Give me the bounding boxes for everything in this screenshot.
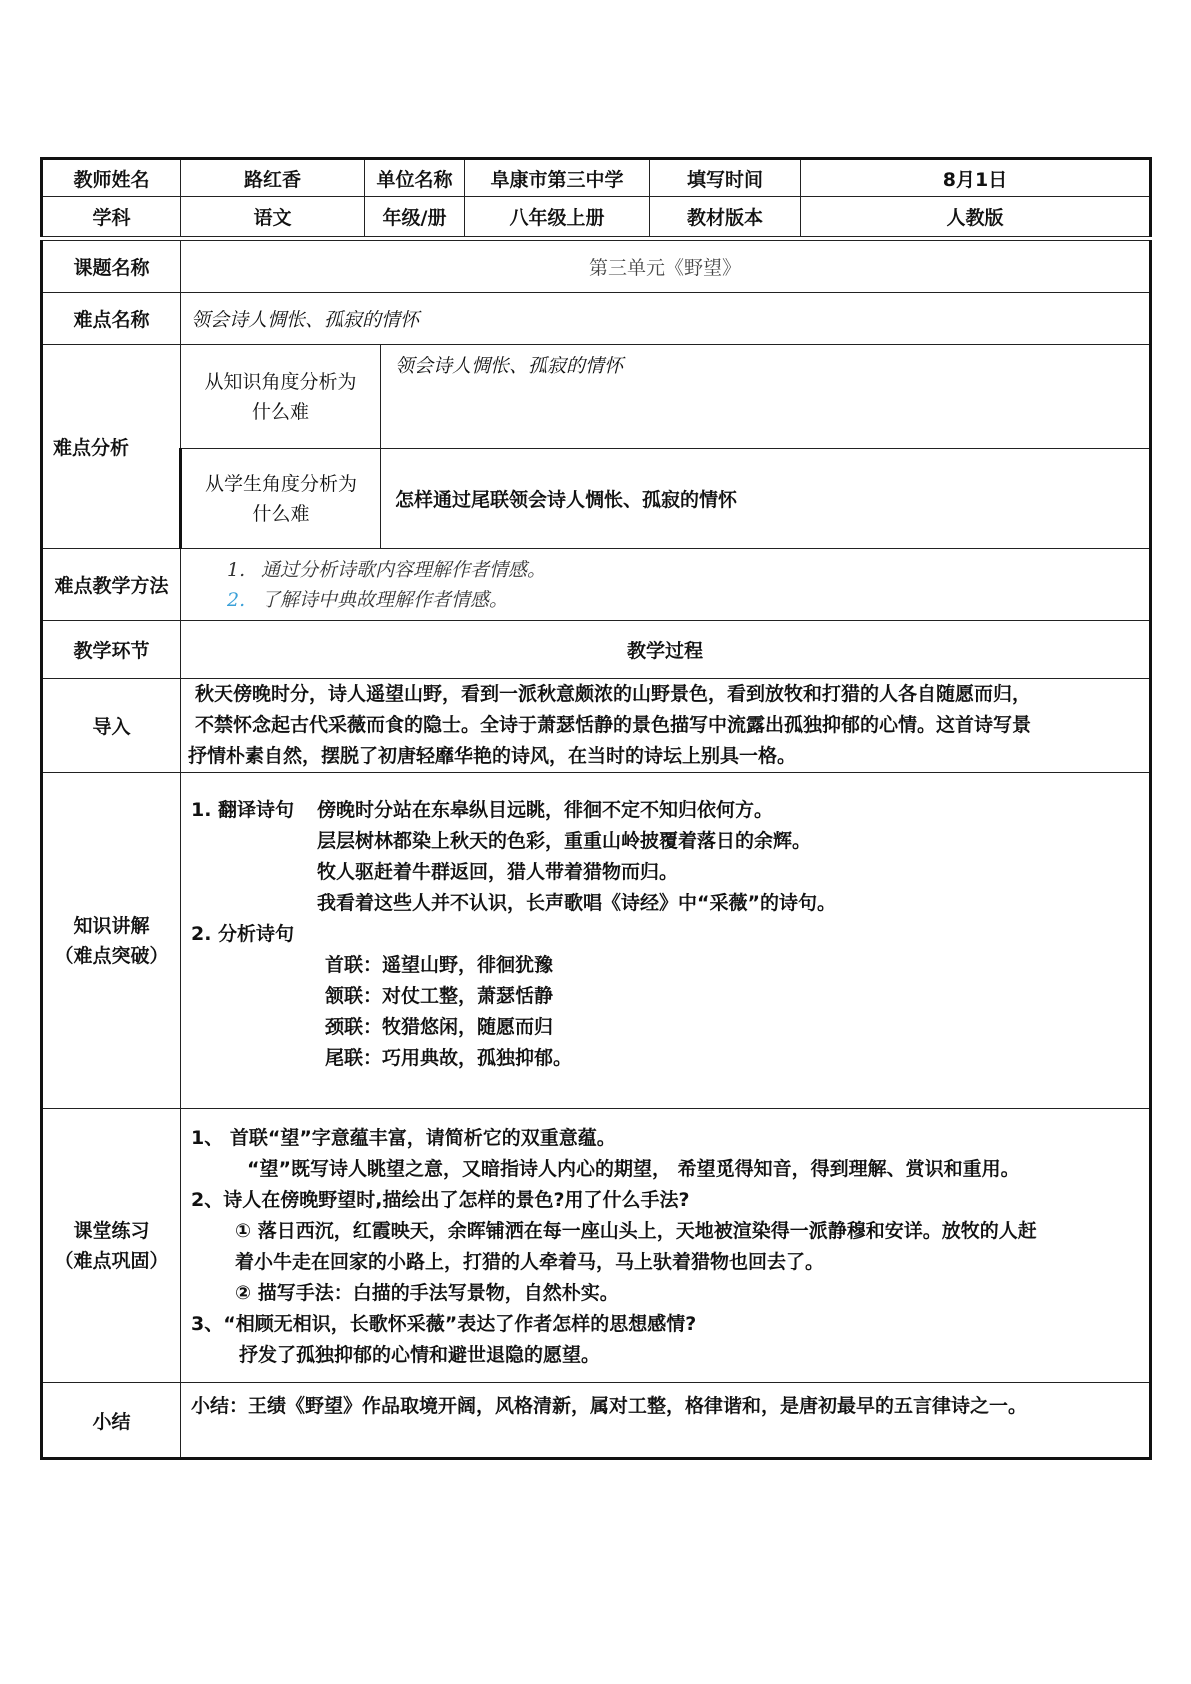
unit-value: 阜康市第三中学 <box>465 159 650 197</box>
method-list <box>181 549 1151 621</box>
practice-content <box>181 1109 1151 1383</box>
method-item-text: 了解诗中典故理解作者情感。 <box>261 588 509 611</box>
analyze-line: 颈联：牧猎悠闲，随愿而归 <box>325 1016 554 1038</box>
header-row-2 <box>42 197 1151 237</box>
knowledge-label-line-2: （难点突破） <box>54 944 169 967</box>
knowledge-row <box>42 773 1151 1109</box>
practice-answer: 着小牛走在回家的小路上，打猎的人牵着马，马上驮着猎物也回去了。 <box>235 1251 825 1273</box>
practice-label-line-1: 课堂练习 <box>73 1219 150 1242</box>
process-header-row <box>42 621 1151 679</box>
practice-label-line-2: （难点巩固） <box>54 1249 169 1272</box>
analyze-line: 首联：遥望山野，徘徊犹豫 <box>325 954 554 976</box>
grade-label: 年级/册 <box>365 197 465 237</box>
grade-value: 八年级上册 <box>465 197 650 237</box>
method-item-number: 2. <box>227 588 246 611</box>
translate-line: 层层树林都染上秋天的色彩，重重山岭披覆着落日的余辉。 <box>317 830 812 852</box>
translate-line: 傍晚时分站在东皋纵目远眺，徘徊不定不知归依何方。 <box>317 799 774 821</box>
analysis-student-row <box>42 449 1151 549</box>
practice-answer: ① 落日西沉，红霞映天，余晖铺洒在每一座山头上，天地被渲染得一派静穆和安详。放牧的人赶 <box>235 1220 1037 1242</box>
student-angle-line-1: 从学生角度分析为 <box>204 472 357 495</box>
header-table <box>40 157 1152 237</box>
method-item-text: 通过分析诗歌内容理解作者情感。 <box>261 558 547 581</box>
subject-label: 学科 <box>42 197 181 237</box>
method-item-number: 1. <box>227 558 246 581</box>
practice-question: 2、诗人在傍晚野望时,描绘出了怎样的景色?用了什么手法? <box>191 1189 690 1211</box>
process-stage-label: 教学环节 <box>42 621 181 679</box>
knowledge-content <box>181 773 1151 1109</box>
header-row-1 <box>42 159 1151 197</box>
analysis-knowledge-row <box>42 345 1151 449</box>
translate-title: 1. 翻译诗句 <box>191 799 295 821</box>
teacher-label: 教师姓名 <box>42 159 181 197</box>
student-angle-line-2: 什么难 <box>252 502 310 525</box>
intro-line: 抒情朴素自然，摆脱了初唐轻靡华艳的诗风，在当时的诗坛上别具一格。 <box>188 745 797 767</box>
intro-label: 导入 <box>42 679 181 773</box>
knowledge-angle-label <box>181 345 381 449</box>
practice-label <box>42 1109 181 1383</box>
summary-line: 小结：王绩《野望》作品取境开阔，风格清新，属对工整，格律谐和，是唐初最早的五言律诗之一。 <box>191 1395 1028 1417</box>
intro-text <box>181 679 1151 773</box>
intro-row <box>42 679 1151 773</box>
difficulty-row <box>42 293 1151 345</box>
method-label: 难点教学方法 <box>42 549 181 621</box>
topic-value: 第三单元《野望》 <box>181 241 1151 293</box>
practice-question: 1、 首联“望”字意蕴丰富，请简析它的双重意蕴。 <box>191 1127 616 1149</box>
intro-line: 秋天傍晚时分，诗人遥望山野，看到一派秋意颇浓的山野景色，看到放牧和打猎的人各自随愿而归， <box>195 683 1032 705</box>
topic-row <box>42 241 1151 293</box>
method-item <box>227 585 1149 615</box>
intro-line: 不禁怀念起古代采薇而食的隐士。全诗于萧瑟恬静的景色描写中流露出孤独抑郁的心情。这首诗写景 <box>195 714 1032 736</box>
summary-text <box>181 1383 1151 1459</box>
practice-question: 3、“相顾无相识，长歌怀采薇”表达了作者怎样的思想感情? <box>191 1313 697 1335</box>
translate-line: 牧人驱赶着牛群返回，猎人带着猎物而归。 <box>317 861 679 883</box>
unit-label: 单位名称 <box>365 159 465 197</box>
practice-answer: ② 描写手法：白描的手法写景物，自然朴实。 <box>235 1282 619 1304</box>
edition-value: 人教版 <box>801 197 1151 237</box>
date-value: 8月1日 <box>801 159 1151 197</box>
practice-answer: 抒发了孤独抑郁的心情和避世退隐的愿望。 <box>239 1344 601 1366</box>
difficulty-value: 领会诗人惆怅、孤寂的情怀 <box>181 293 1151 345</box>
knowledge-angle-line-1: 从知识角度分析为 <box>204 370 357 393</box>
summary-label: 小结 <box>42 1383 181 1459</box>
analyze-line: 颔联：对仗工整，萧瑟恬静 <box>325 985 554 1007</box>
practice-answer: “望”既写诗人眺望之意，又暗指诗人内心的期望， 希望觅得知音，得到理解、赏识和重用。 <box>247 1158 1020 1180</box>
knowledge-label <box>42 773 181 1109</box>
analyze-line: 尾联：巧用典故，孤独抑郁。 <box>325 1047 573 1069</box>
translate-section <box>191 795 1149 826</box>
teacher-value: 路红香 <box>181 159 365 197</box>
analysis-label: 难点分析 <box>42 345 181 549</box>
analyze-title: 2. 分析诗句 <box>191 923 295 945</box>
translate-line: 我看着这些人并不认识，长声歌唱《诗经》中“采薇”的诗句。 <box>317 892 836 914</box>
date-label: 填写时间 <box>650 159 801 197</box>
practice-row <box>42 1109 1151 1383</box>
subject-value: 语文 <box>181 197 365 237</box>
difficulty-label: 难点名称 <box>42 293 181 345</box>
summary-row <box>42 1383 1151 1459</box>
method-row <box>42 549 1151 621</box>
lesson-plan-sheet <box>40 157 1152 1460</box>
student-angle-value: 怎样通过尾联领会诗人惆怅、孤寂的情怀 <box>381 449 1151 549</box>
content-table <box>40 240 1152 1460</box>
edition-label: 教材版本 <box>650 197 801 237</box>
knowledge-angle-line-2: 什么难 <box>251 400 309 423</box>
method-item <box>227 555 1149 585</box>
topic-label: 课题名称 <box>42 241 181 293</box>
knowledge-angle-value: 领会诗人惆怅、孤寂的情怀 <box>381 345 1151 449</box>
process-header-value: 教学过程 <box>181 621 1151 679</box>
knowledge-label-line-1: 知识讲解 <box>73 914 150 937</box>
student-angle-label <box>181 449 381 549</box>
